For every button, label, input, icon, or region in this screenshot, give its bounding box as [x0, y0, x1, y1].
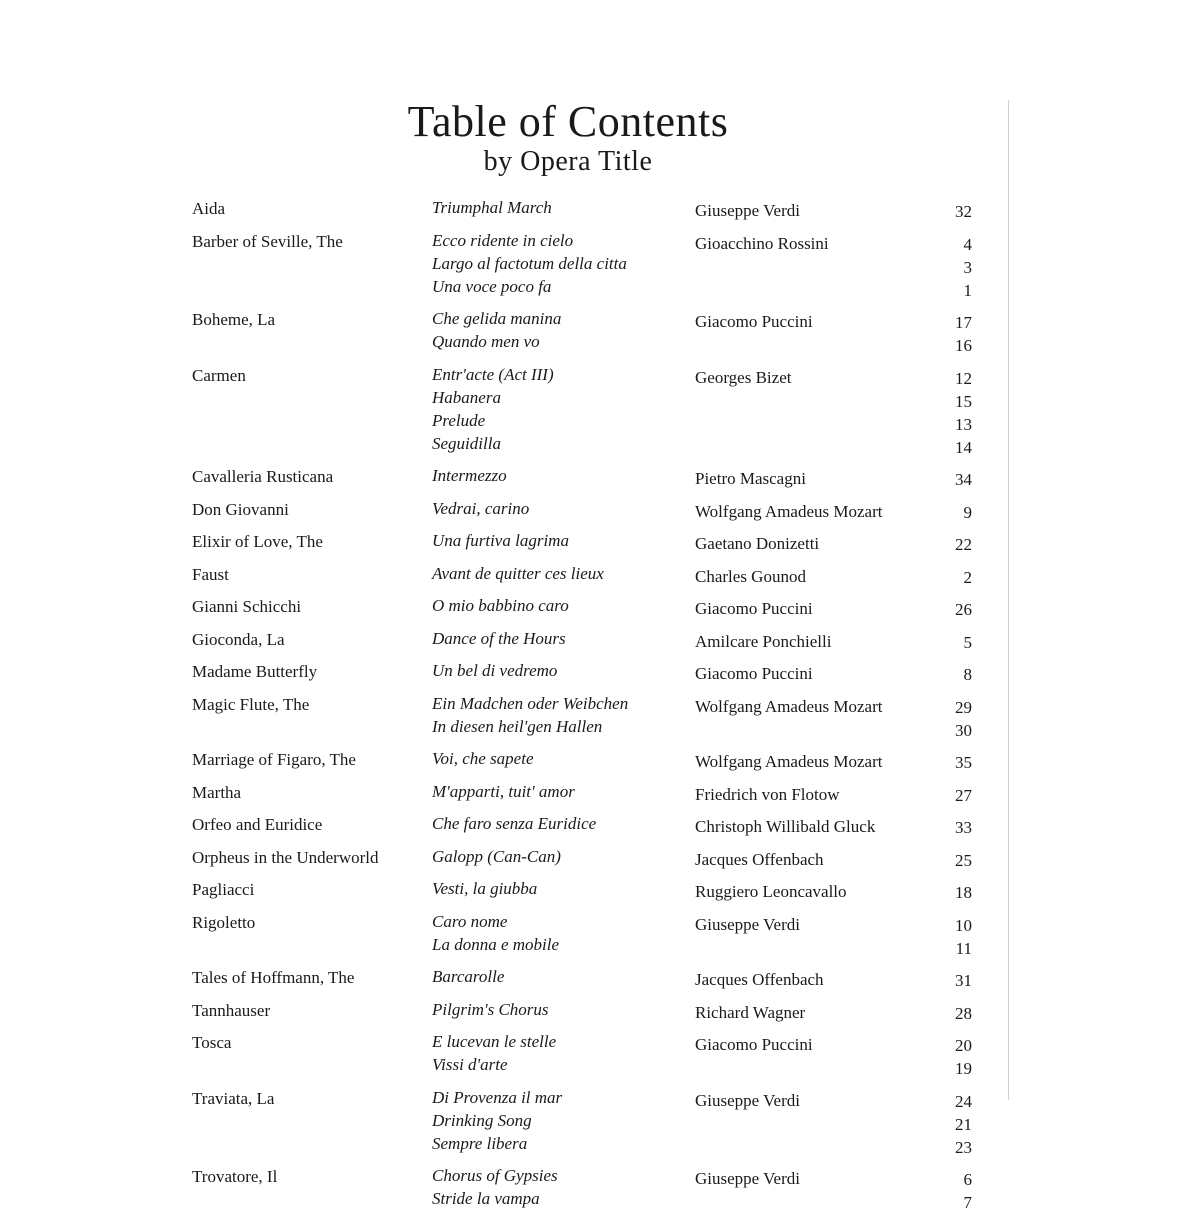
piece-list [432, 1086, 695, 1159]
page-number: 34 [955, 470, 972, 489]
piece-title: Una furtiva lagrima [432, 531, 569, 550]
piece-title: Sempre libera [432, 1133, 528, 1153]
piece-title: Un bel di vedremo [432, 661, 558, 680]
composer-name: Giacomo Puccini [695, 312, 813, 331]
page-number: 11 [955, 938, 972, 958]
page-number: 6 [963, 1170, 972, 1189]
opera-title: Tales of Hoffmann, The [192, 968, 355, 987]
page-number: 15 [955, 391, 972, 411]
page-number: 31 [955, 971, 972, 990]
opera-title: Tannhauser [192, 1000, 271, 1020]
toc-entry [192, 659, 972, 686]
page-number-list [950, 497, 972, 524]
toc-entry [192, 998, 972, 1025]
page-number: 20 [955, 1036, 972, 1055]
toc-entry [192, 363, 972, 459]
page-number-list [950, 965, 972, 992]
opera-title: Cavalleria Rusticana [192, 467, 334, 486]
page-number: 7 [963, 1193, 972, 1212]
page-number: 2 [963, 567, 972, 587]
piece-title: Prelude [432, 410, 486, 430]
opera-title: Pagliacci [192, 880, 255, 899]
piece-list [432, 196, 695, 223]
page-number-list [950, 562, 972, 589]
page-number: 25 [955, 850, 972, 870]
piece-title: La donna e mobile [432, 934, 560, 954]
page-number-list [950, 627, 972, 654]
opera-title: Barber of Seville, The [192, 231, 343, 251]
piece-title: Triumphal March [432, 198, 552, 217]
toc-entry [192, 692, 972, 742]
composer-name: Christoph Willibald Gluck [695, 817, 876, 836]
piece-title: Stride la vampa [432, 1189, 540, 1208]
page-number-list [950, 229, 972, 302]
composer-name: Giuseppe Verdi [695, 1090, 800, 1110]
composer-name: Charles Gounod [695, 566, 806, 586]
page-number: 9 [963, 502, 972, 522]
composer-name: Amilcare Ponchielli [695, 631, 832, 651]
page-edge-line [1008, 100, 1009, 1100]
toc-entry [192, 627, 972, 654]
piece-list [432, 229, 695, 302]
piece-title: Largo al factotum della citta [432, 253, 627, 273]
piece-list [432, 627, 695, 654]
piece-title: Vedrai, carino [432, 498, 530, 518]
piece-title: In diesen heil'gen Hallen [432, 716, 603, 736]
opera-title: Elixir of Love, The [192, 532, 323, 551]
opera-title: Gioconda, La [192, 629, 285, 649]
opera-title: Faust [192, 564, 229, 584]
composer-name: Giuseppe Verdi [695, 1169, 800, 1188]
piece-title: Ein Madchen oder Weibchen [432, 693, 629, 713]
toc-entry [192, 562, 972, 589]
piece-title: E lucevan le stelle [432, 1032, 557, 1051]
piece-title: Avant de quitter ces lieux [432, 563, 604, 583]
page-number: 32 [955, 202, 972, 221]
piece-list [432, 812, 695, 839]
opera-title: Rigoletto [192, 912, 256, 932]
composer-name: Giuseppe Verdi [695, 914, 800, 934]
piece-list [432, 965, 695, 992]
opera-title: Madame Butterfly [192, 662, 318, 681]
page-number-list [950, 363, 972, 459]
page-number-list [950, 877, 972, 904]
composer-name: Richard Wagner [695, 1002, 806, 1022]
piece-list [432, 747, 695, 774]
piece-list [432, 594, 695, 621]
page-title: Table of Contents [407, 97, 729, 146]
piece-list [432, 845, 695, 872]
composer-name: Friedrich von Flotow [695, 784, 840, 804]
piece-title: Galopp (Can-Can) [432, 846, 561, 866]
page-number-list [950, 747, 972, 774]
page-number-list [950, 529, 972, 556]
toc-entry [192, 780, 972, 807]
page-number-list [950, 464, 972, 491]
composer-name: Jacques Offenbach [695, 849, 824, 869]
composer-name: Giacomo Puccini [695, 1035, 813, 1054]
piece-title: Habanera [432, 387, 501, 407]
piece-list [432, 1030, 695, 1080]
page-number: 5 [963, 632, 972, 652]
piece-title: Una voce poco fa [432, 276, 552, 296]
opera-title: Don Giovanni [192, 499, 289, 519]
page-number-list [950, 196, 972, 223]
page-number: 17 [955, 313, 972, 332]
piece-title: Che gelida manina [432, 309, 562, 328]
opera-title: Boheme, La [192, 310, 276, 329]
piece-title: Intermezzo [432, 466, 507, 485]
page-number-list [950, 594, 972, 621]
page-number: 28 [955, 1003, 972, 1023]
page-number: 10 [955, 915, 972, 935]
piece-title: Drinking Song [432, 1110, 532, 1130]
page-number: 16 [955, 336, 972, 355]
page-number: 12 [955, 368, 972, 388]
toc-entry [192, 229, 972, 302]
page-number: 22 [955, 535, 972, 554]
page-number: 21 [955, 1114, 972, 1134]
piece-title: Che faro senza Euridice [432, 814, 597, 833]
page-number-list [950, 692, 972, 742]
opera-title: Orfeo and Euridice [192, 815, 323, 834]
piece-title: Pilgrim's Chorus [432, 999, 549, 1019]
piece-title: Chorus of Gypsies [432, 1166, 558, 1185]
page-number-list [950, 910, 972, 960]
page-number: 18 [955, 883, 972, 902]
piece-list [432, 562, 695, 589]
toc-entry [192, 1164, 972, 1214]
page-number: 33 [955, 818, 972, 837]
piece-list [432, 659, 695, 686]
toc-entry [192, 196, 972, 223]
composer-name: Georges Bizet [695, 367, 792, 387]
composer-name: Wolfgang Amadeus Mozart [695, 696, 883, 716]
composer-name: Gaetano Donizetti [695, 534, 820, 553]
composer-name: Pietro Mascagni [695, 469, 806, 488]
piece-list [432, 529, 695, 556]
piece-title: Dance of the Hours [432, 628, 566, 648]
toc-entry [192, 307, 972, 357]
opera-title: Orpheus in the Underworld [192, 847, 379, 867]
opera-title: Traviata, La [192, 1088, 275, 1108]
toc-entry [192, 965, 972, 992]
page-number: 19 [955, 1059, 972, 1078]
page-number: 4 [963, 234, 972, 254]
toc-entry [192, 594, 972, 621]
piece-title: Vesti, la giubba [432, 879, 538, 898]
piece-list [432, 998, 695, 1025]
page-number-list [950, 998, 972, 1025]
table-of-contents [192, 196, 972, 1220]
page-number: 27 [955, 785, 972, 805]
page-number: 14 [955, 437, 972, 457]
piece-title: Voi, che sapete [432, 749, 534, 768]
piece-title: M'apparti, tuit' amor [432, 781, 575, 801]
toc-entry [192, 877, 972, 904]
composer-name: Gioacchino Rossini [695, 233, 829, 253]
toc-entry [192, 812, 972, 839]
opera-title: Gianni Schicchi [192, 597, 302, 616]
composer-name: Giacomo Puccini [695, 664, 813, 683]
composer-name: Giuseppe Verdi [695, 201, 800, 220]
piece-list [432, 910, 695, 960]
page-number-list [950, 307, 972, 357]
piece-list [432, 307, 695, 357]
opera-title: Aida [192, 199, 226, 218]
composer-name: Wolfgang Amadeus Mozart [695, 752, 883, 771]
toc-entry [192, 747, 972, 774]
page-number: 35 [955, 753, 972, 772]
composer-name: Ruggiero Leoncavallo [695, 882, 847, 901]
toc-entry [192, 1030, 972, 1080]
page-number-list [950, 812, 972, 839]
opera-title: Martha [192, 782, 242, 802]
toc-entry [192, 529, 972, 556]
page-number-list [950, 1086, 972, 1159]
piece-title: O mio babbino caro [432, 596, 569, 615]
composer-name: Wolfgang Amadeus Mozart [695, 501, 883, 521]
page-number: 30 [955, 720, 972, 740]
page-number: 8 [963, 665, 972, 684]
page-number: 24 [955, 1091, 972, 1111]
piece-list [432, 692, 695, 742]
piece-title: Seguidilla [432, 433, 501, 453]
page-number-list [950, 1164, 972, 1214]
piece-title: Barcarolle [432, 967, 505, 986]
opera-title: Tosca [192, 1033, 232, 1052]
page-number: 26 [955, 600, 972, 619]
page-number: 3 [963, 257, 972, 277]
page-number: 13 [955, 414, 972, 434]
composer-name: Jacques Offenbach [695, 970, 824, 989]
toc-entry [192, 910, 972, 960]
page-subtitle: by Opera Title [483, 146, 653, 177]
page-number-list [950, 659, 972, 686]
piece-title: Caro nome [432, 911, 508, 931]
piece-title: Quando men vo [432, 332, 540, 351]
piece-title: Vissi d'arte [432, 1055, 508, 1074]
toc-entry [192, 845, 972, 872]
piece-list [432, 780, 695, 807]
toc-entry [192, 464, 972, 491]
piece-list [432, 497, 695, 524]
page-number: 23 [955, 1137, 972, 1157]
page-number-list [950, 845, 972, 872]
toc-entry [192, 1086, 972, 1159]
piece-title: Entr'acte (Act III) [432, 364, 554, 384]
page-number-list [950, 780, 972, 807]
page-number: 29 [955, 697, 972, 717]
opera-title: Marriage of Figaro, The [192, 750, 356, 769]
piece-list [432, 464, 695, 491]
page-number: 1 [963, 280, 972, 300]
toc-entry [192, 497, 972, 524]
piece-title: Di Provenza il mar [432, 1087, 563, 1107]
piece-list [432, 877, 695, 904]
page-number-list [950, 1030, 972, 1080]
piece-list [432, 1164, 695, 1214]
composer-name: Giacomo Puccini [695, 599, 813, 618]
opera-title: Magic Flute, The [192, 694, 310, 714]
opera-title: Carmen [192, 365, 246, 385]
piece-title: Ecco ridente in cielo [432, 230, 574, 250]
piece-list [432, 363, 695, 459]
opera-title: Trovatore, Il [192, 1167, 278, 1186]
